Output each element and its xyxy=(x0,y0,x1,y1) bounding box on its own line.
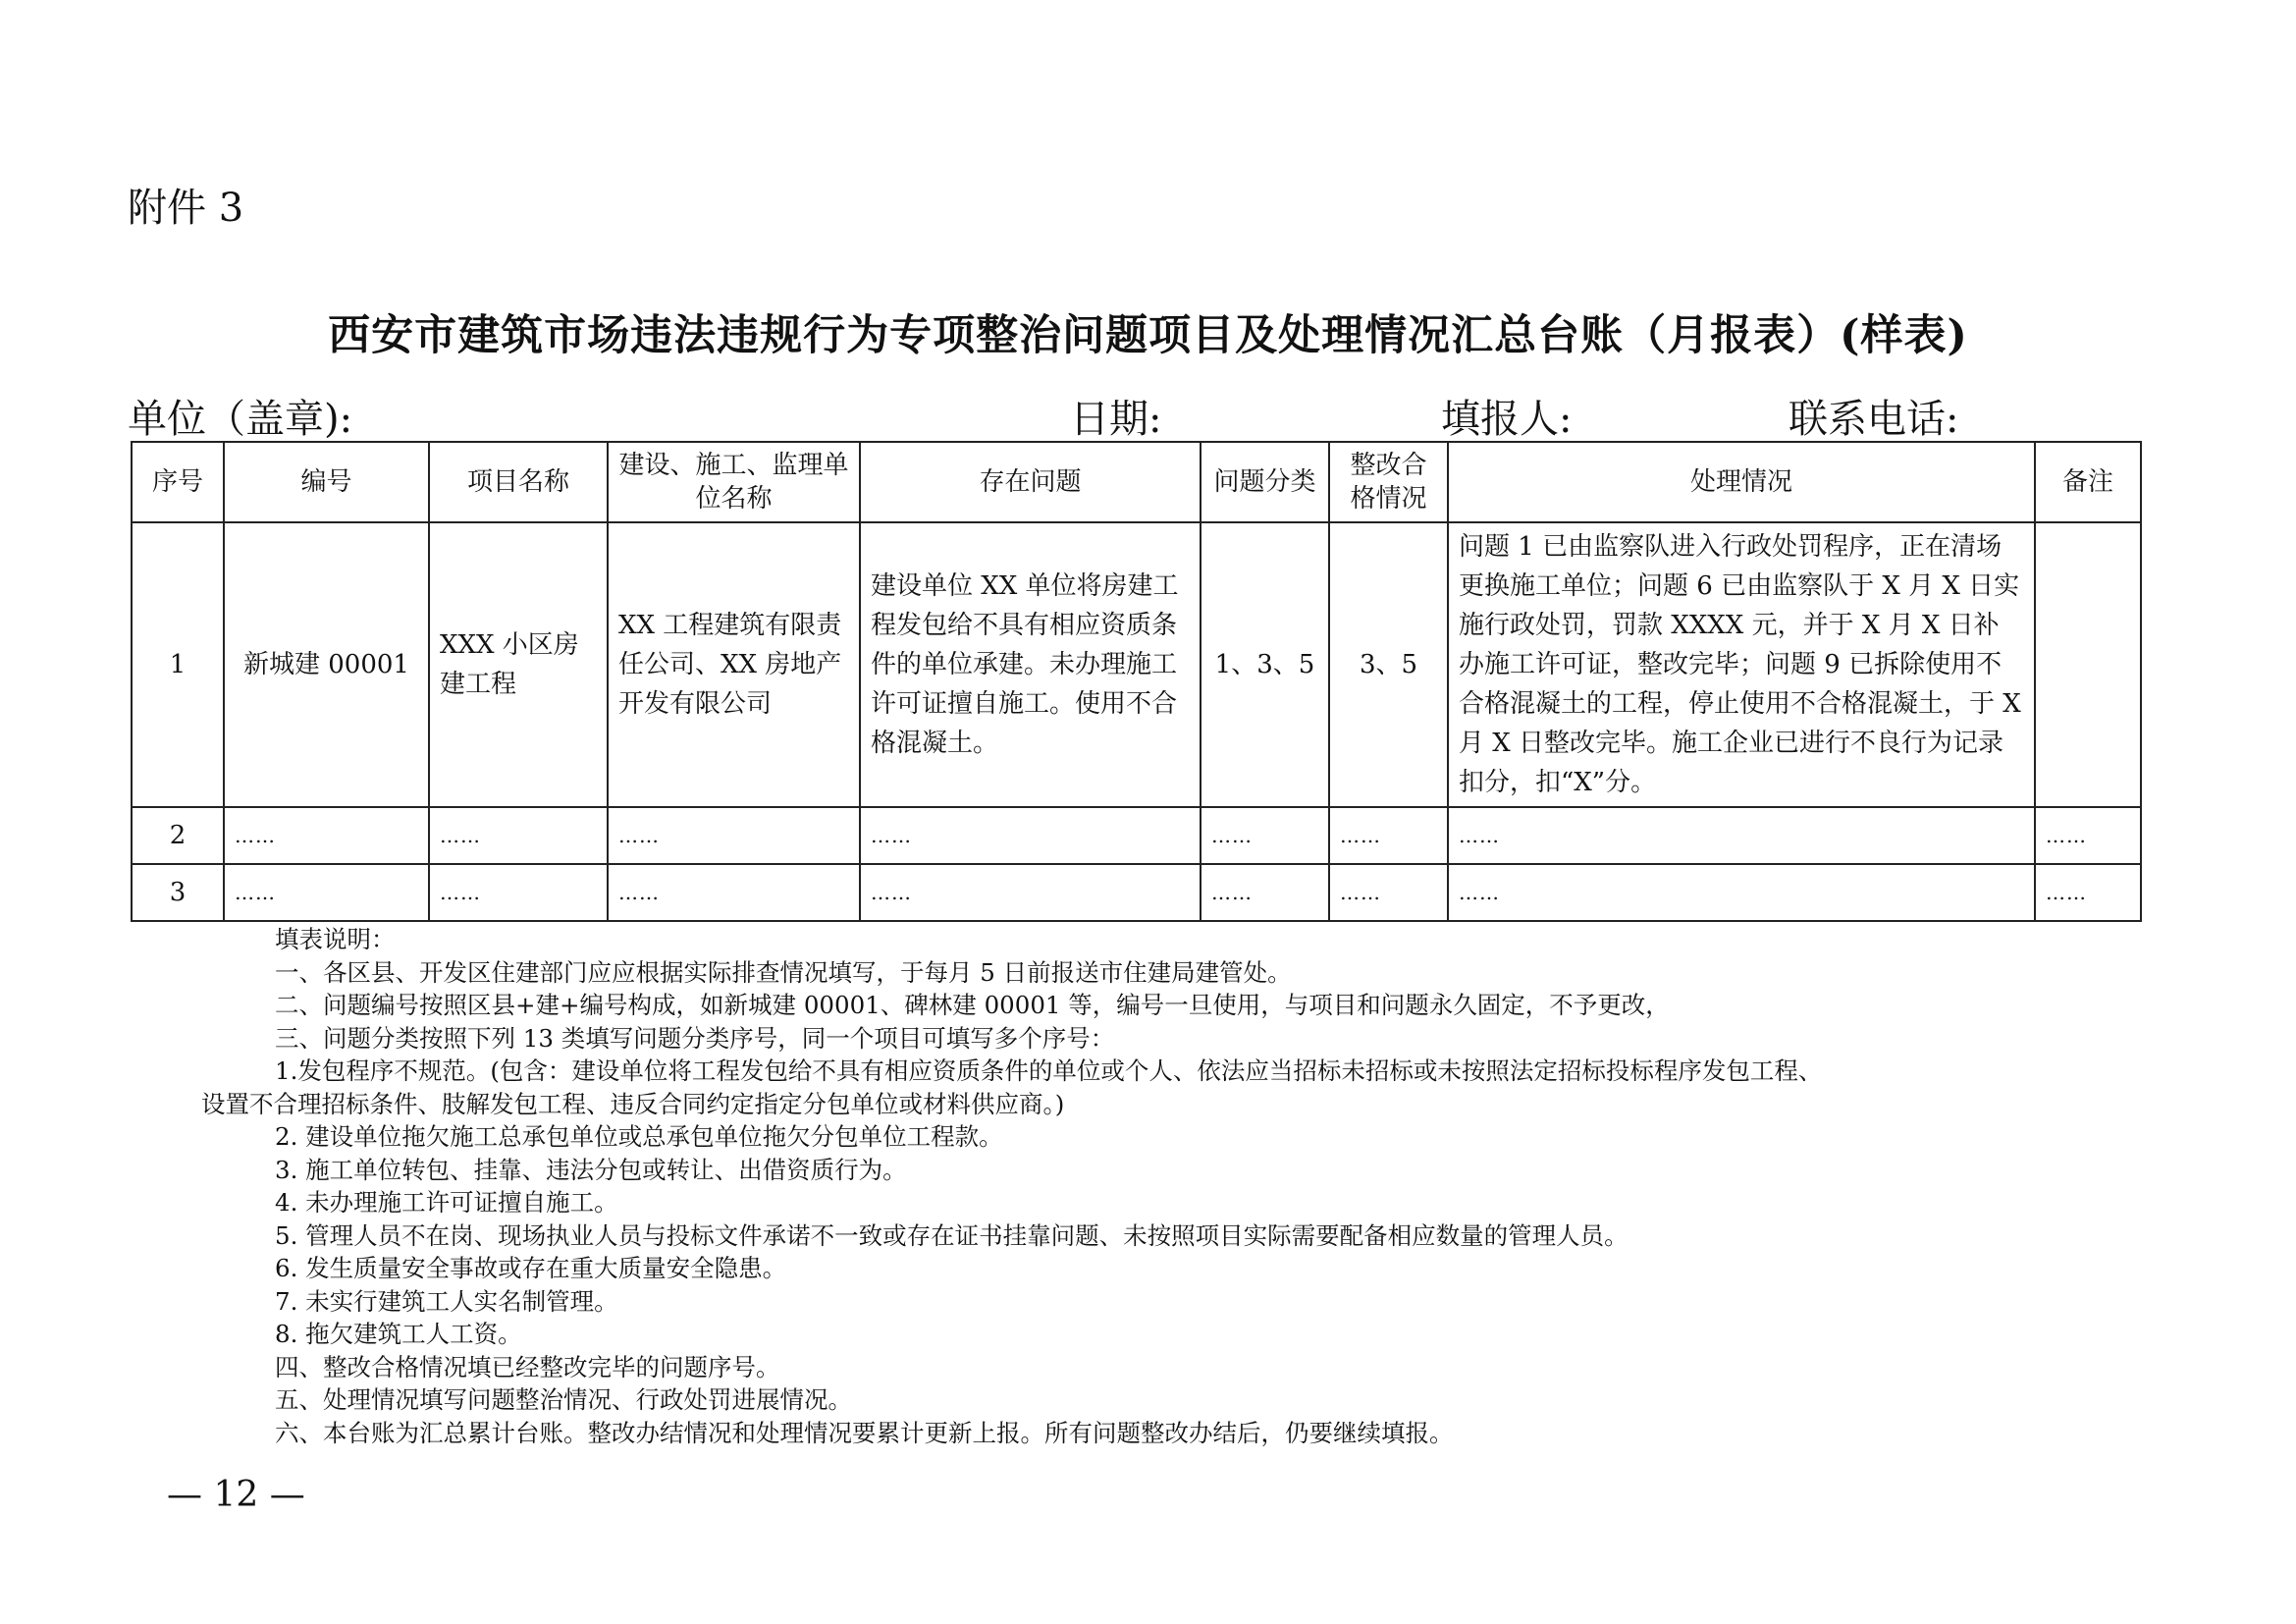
header-remark: 备注 xyxy=(2035,442,2141,522)
cell-handling: 问题 1 已由监察队进入行政处罚程序，正在清场更换施工单位；问题 6 已由监察队于 X 月 X 日实施行政处罚，罚款 XXXX 元，并于 X 月 X 日补办施工许可证，整改完毕；问题 9 已拆除使用不合格混凝土的工程，停止使用不合格混凝土，于 X 月 X 日整改完毕。施工企业已进行不良行为记录扣分，扣“X”分。 xyxy=(1448,522,2035,807)
cell-rectified: …… xyxy=(1329,864,1448,921)
header-seq: 序号 xyxy=(132,442,224,522)
note-line: 2. 建设单位拖欠施工总承包单位或总承包单位拖欠分包单位工程款。 xyxy=(275,1122,1003,1151)
page-number: — 12 — xyxy=(167,1475,305,1515)
cell-units: …… xyxy=(608,864,860,921)
header-category: 问题分类 xyxy=(1201,442,1329,522)
cell-handling: …… xyxy=(1448,807,2035,864)
header-units: 建设、施工、监理单位名称 xyxy=(608,442,860,522)
table-row xyxy=(132,522,2141,807)
note-line: 二、问题编号按照区县+建+编号构成，如新城建 00001、碑林建 00001 等，编号一旦使用，与项目和问题永久固定，不予更改， xyxy=(275,991,1670,1019)
cell-rectified: …… xyxy=(1329,807,1448,864)
header-rectified: 整改合格情况 xyxy=(1329,442,1448,522)
cell-remark: …… xyxy=(2035,807,2141,864)
note-line: 1.发包程序不规范。(包含：建设单位将工程发包给不具有相应资质条件的单位或个人、依法应当招标未招标或未按照法定招标投标程序发包工程、 xyxy=(275,1056,1823,1085)
cell-seq: 2 xyxy=(132,807,224,864)
note-line: 四、整改合格情况填已经整改完毕的问题序号。 xyxy=(275,1352,780,1381)
note-line: 6. 发生质量安全事故或存在重大质量安全隐患。 xyxy=(275,1254,787,1282)
note-line: 一、各区县、开发区住建部门应应根据实际排查情况填写，于每月 5 日前报送市住建局建管处。 xyxy=(275,957,1292,987)
cell-handling: …… xyxy=(1448,864,2035,921)
attachment-label: 附件 3 xyxy=(128,186,244,231)
cell-remark: …… xyxy=(2035,864,2141,921)
cell-issue: …… xyxy=(860,807,1201,864)
cell-category: 1、3、5 xyxy=(1201,522,1329,807)
reporter-label: 填报人: xyxy=(1441,397,1573,442)
cell-issue: 建设单位 XX 单位将房建工程发包给不具有相应资质条件的单位承建。未办理施工许可证擅自施工。使用不合格混凝土。 xyxy=(860,522,1201,807)
header-code: 编号 xyxy=(224,442,429,522)
filling-notes xyxy=(177,923,2199,1449)
table-row xyxy=(132,807,2141,864)
cell-units: XX 工程建筑有限责任公司、XX 房地产开发有限公司 xyxy=(608,522,860,807)
cell-code: …… xyxy=(224,807,429,864)
cell-code: …… xyxy=(224,864,429,921)
header-issue: 存在问题 xyxy=(860,442,1201,522)
phone-label: 联系电话: xyxy=(1789,397,1959,442)
ledger-table xyxy=(131,441,2142,922)
cell-project: XXX 小区房建工程 xyxy=(429,522,608,807)
cell-remark xyxy=(2035,522,2141,807)
cell-category: …… xyxy=(1201,807,1329,864)
header-handling: 处理情况 xyxy=(1448,442,2035,522)
note-line: 三、问题分类按照下列 13 类填写问题分类序号，同一个项目可填写多个序号： xyxy=(275,1023,1115,1053)
cell-category: …… xyxy=(1201,864,1329,921)
cell-project: …… xyxy=(429,807,608,864)
page-title: 西安市建筑市场违法违规行为专项整治问题项目及处理情况汇总台账（月报表）(样表) xyxy=(328,311,1968,360)
cell-project: …… xyxy=(429,864,608,921)
cell-units: …… xyxy=(608,807,860,864)
note-line: 5. 管理人员不在岗、现场执业人员与投标文件承诺不一致或存在证书挂靠问题、未按照项目实际需要配备相应数量的管理人员。 xyxy=(275,1220,1629,1250)
cell-rectified: 3、5 xyxy=(1329,522,1448,807)
notes-heading: 填表说明： xyxy=(275,925,396,953)
cell-code: 新城建 00001 xyxy=(224,522,429,807)
note-line: 8. 拖欠建筑工人工资。 xyxy=(275,1320,522,1348)
unit-label: 单位（盖章): xyxy=(128,397,353,442)
note-line: 3. 施工单位转包、挂靠、违法分包或转让、出借资质行为。 xyxy=(275,1155,907,1184)
note-line: 设置不合理招标条件、肢解发包工程、违反合同约定指定分包单位或材料供应商。) xyxy=(201,1089,1065,1118)
cell-issue: …… xyxy=(860,864,1201,921)
table-row xyxy=(132,864,2141,921)
cell-seq: 3 xyxy=(132,864,224,921)
table-header-row xyxy=(132,442,2141,522)
note-line: 4. 未办理施工许可证擅自施工。 xyxy=(275,1188,618,1217)
note-line: 7. 未实行建筑工人实名制管理。 xyxy=(275,1286,618,1316)
note-line: 六、本台账为汇总累计台账。整改办结情况和处理情况要累计更新上报。所有问题整改办结后，仍要继续填报。 xyxy=(275,1418,1454,1447)
date-label: 日期: xyxy=(1070,397,1162,442)
cell-seq: 1 xyxy=(132,522,224,807)
note-line: 五、处理情况填写问题整治情况、行政处罚进展情况。 xyxy=(275,1385,852,1414)
header-project: 项目名称 xyxy=(429,442,608,522)
